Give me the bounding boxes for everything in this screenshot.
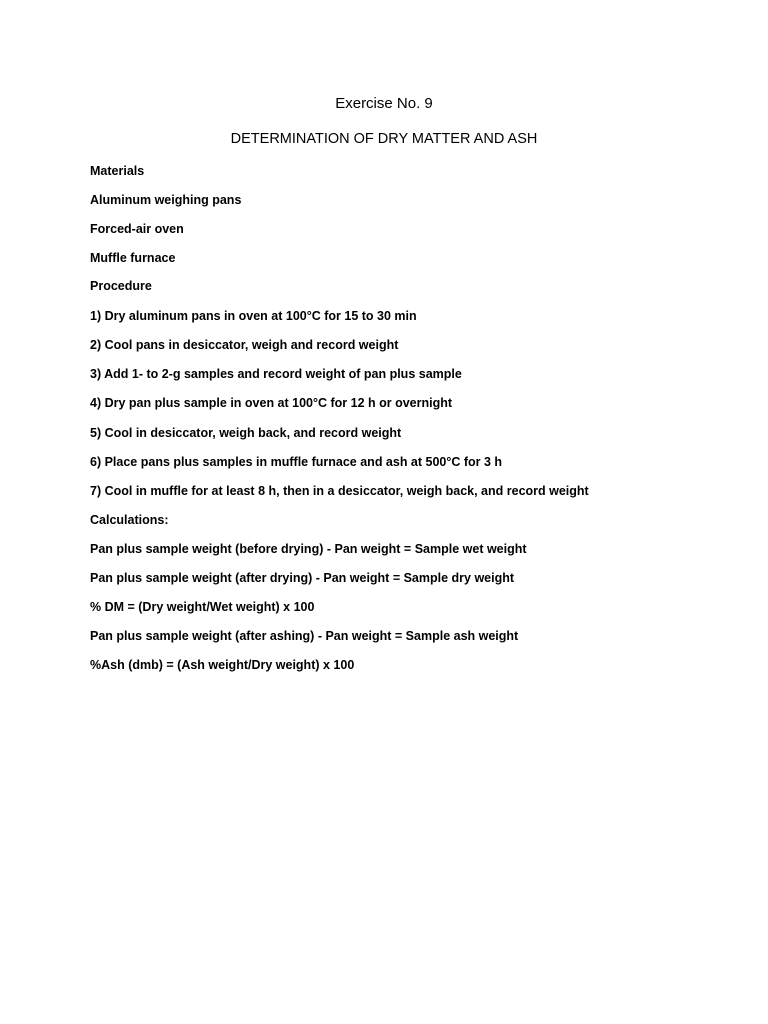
procedure-step: 4) Dry pan plus sample in oven at 100°C for 12 h or overnight xyxy=(90,396,453,410)
calculation-line: % DM = (Dry weight/Wet weight) x 100 xyxy=(90,600,315,614)
document-title: DETERMINATION OF DRY MATTER AND ASH xyxy=(230,131,538,147)
calculations-heading: Calculations: xyxy=(90,513,169,527)
procedure-step: 1) Dry aluminum pans in oven at 100°C for 15 to 30 min xyxy=(90,309,417,323)
procedure-step: 5) Cool in desiccator, weigh back, and record weight xyxy=(90,426,402,440)
procedure-heading: Procedure xyxy=(90,279,152,293)
procedure-step: 6) Place pans plus samples in muffle furnace and ash at 500°C for 3 h xyxy=(90,455,503,469)
calculation-line: Pan plus sample weight (before drying) - Pan weight = Sample wet weight xyxy=(90,542,527,556)
calculation-line: Pan plus sample weight (after ashing) - Pan weight = Sample ash weight xyxy=(90,629,519,643)
procedure-step: 2) Cool pans in desiccator, weigh and record weight xyxy=(90,338,399,352)
material-item: Forced-air oven xyxy=(90,222,184,236)
material-item: Muffle furnace xyxy=(90,251,176,265)
procedure-step: 7) Cool in muffle for at least 8 h, then in a desiccator, weigh back, and record weight xyxy=(90,484,589,498)
materials-heading: Materials xyxy=(90,164,145,178)
procedure-step: 3) Add 1- to 2-g samples and record weight of pan plus sample xyxy=(90,367,462,381)
calculation-line: Pan plus sample weight (after drying) - Pan weight = Sample dry weight xyxy=(90,571,515,585)
calculation-line: %Ash (dmb) = (Ash weight/Dry weight) x 100 xyxy=(90,658,355,672)
material-item: Aluminum weighing pans xyxy=(90,193,242,207)
exercise-label: Exercise No. 9 xyxy=(335,95,433,112)
